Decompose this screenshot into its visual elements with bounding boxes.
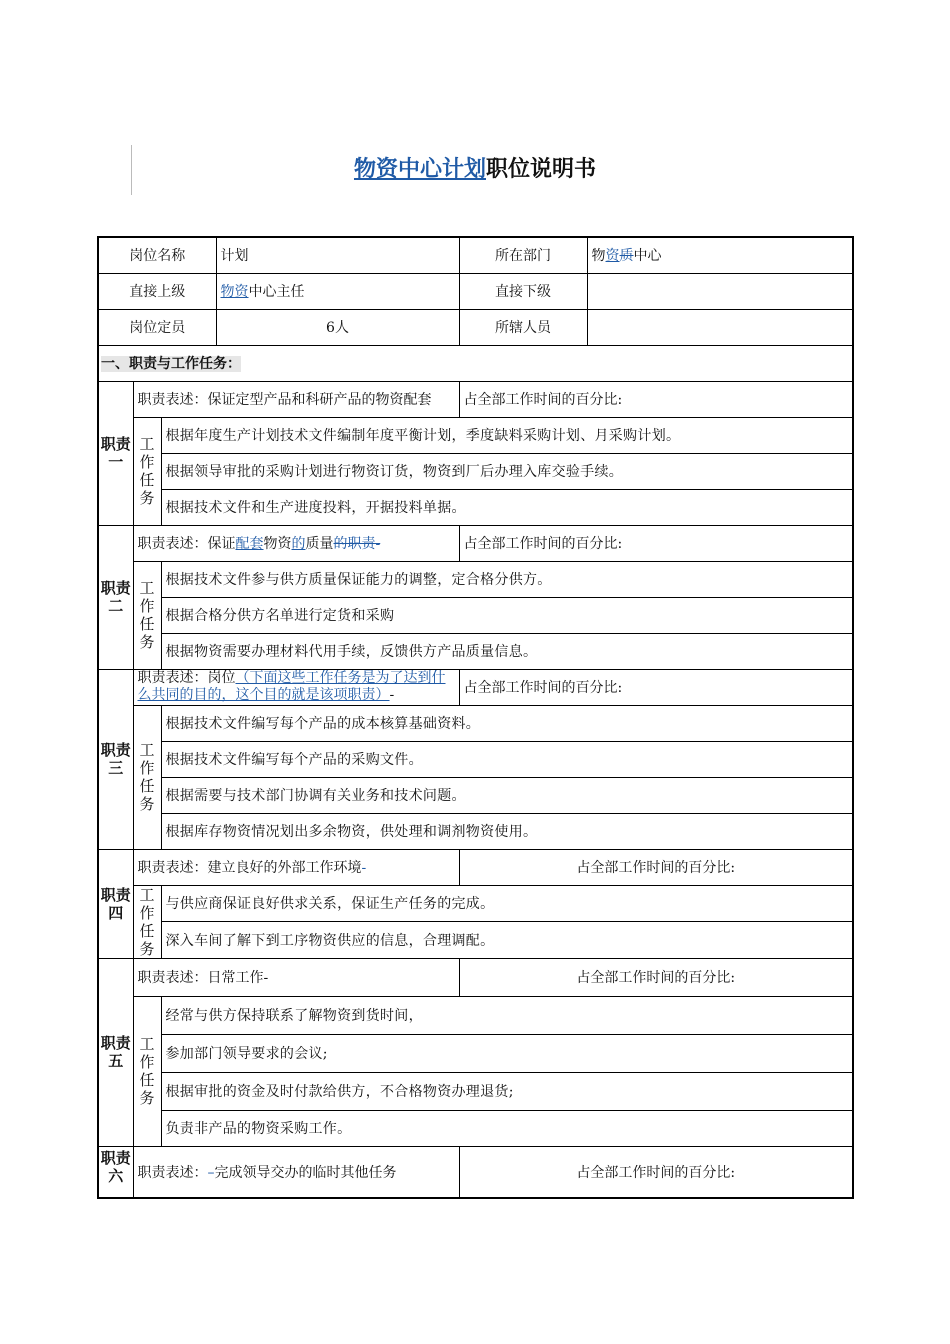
duty-3-task-row bbox=[98, 813, 853, 849]
duty-5-task-row bbox=[98, 1110, 853, 1146]
duty-5-task-1: 经常与供方保持联系了解物资到货时间， bbox=[161, 996, 853, 1034]
duty-2-task-label: 工作任务 bbox=[133, 561, 161, 669]
staff-label: 所辖人员 bbox=[459, 309, 587, 345]
duty-1-statement: 职责表述：保证定型产品和科研产品的物资配套 bbox=[133, 381, 459, 417]
duty-4-task-label: 工作任务 bbox=[133, 885, 161, 958]
duty-2-label: 职责二 bbox=[98, 525, 133, 669]
duty-4-task-row bbox=[98, 922, 853, 959]
duty-1-task-row bbox=[98, 453, 853, 489]
duty-6-label: 职责六 bbox=[98, 1146, 133, 1198]
duty-5-task-4: 负责非产品的物资采购工作。 bbox=[161, 1110, 853, 1146]
duty-6-statement: 职责表述：–完成领导交办的临时其他任务 bbox=[133, 1146, 459, 1198]
header-row-superior bbox=[98, 273, 853, 309]
title-blue-part: 物资中心计划 bbox=[353, 157, 486, 182]
duty-5-task-3: 根据审批的资金及时付款给供方，不合格物资办理退货; bbox=[161, 1072, 853, 1110]
duty-3-label: 职责三 bbox=[98, 669, 133, 849]
duty-5-statement: 职责表述：日常工作- bbox=[133, 958, 459, 996]
duty-2-task-1: 根据技术文件参与供方质量保证能力的调整，定合格分供方。 bbox=[161, 561, 853, 597]
duty-2-statement-row bbox=[98, 525, 853, 561]
duty-5-task-row bbox=[98, 1072, 853, 1110]
duty-2-task-row bbox=[98, 633, 853, 669]
staff-value bbox=[587, 309, 853, 345]
duty-3-task-row bbox=[98, 777, 853, 813]
subordinate-value bbox=[587, 273, 853, 309]
section-title: 一、职责与工作任务： bbox=[98, 345, 853, 381]
position-name-value: 计划 bbox=[216, 237, 459, 273]
title-black-part: 职位说明书 bbox=[486, 157, 597, 182]
duty-2-task-row bbox=[98, 561, 853, 597]
duty-3-task-1: 根据技术文件编写每个产品的成本核算基础资料。 bbox=[161, 705, 853, 741]
duty-1-label: 职责一 bbox=[98, 381, 133, 525]
duty-4-statement-row bbox=[98, 849, 853, 885]
duty-6-percent-label: 占全部工作时间的百分比: bbox=[459, 1146, 853, 1198]
duty-1-percent-label: 占全部工作时间的百分比: bbox=[459, 381, 853, 417]
section-row bbox=[98, 345, 853, 381]
duty-3-task-row bbox=[98, 705, 853, 741]
duty-3-task-2: 根据技术文件编写每个产品的采购文件。 bbox=[161, 741, 853, 777]
headcount-value: 6人 bbox=[216, 309, 459, 345]
duty-5-percent-label: 占全部工作时间的百分比: bbox=[459, 958, 853, 996]
duty-1-task-row bbox=[98, 417, 853, 453]
duty-1-task-1: 根据年度生产计划技术文件编制年度平衡计划，季度缺料采购计划、月采购计划。 bbox=[161, 417, 853, 453]
job-description-table bbox=[97, 236, 854, 1199]
subordinate-label: 直接下级 bbox=[459, 273, 587, 309]
duty-4-percent-label: 占全部工作时间的百分比: bbox=[459, 849, 853, 885]
duty-2-statement: 职责表述：保证配套物资的质量的职责- bbox=[133, 525, 459, 561]
duty-3-task-3: 根据需要与技术部门协调有关业务和技术问题。 bbox=[161, 777, 853, 813]
duty-3-task-4: 根据库存物资情况划出多余物资，供处理和调剂物资使用。 bbox=[161, 813, 853, 849]
duty-3-task-row bbox=[98, 741, 853, 777]
headcount-label: 岗位定员 bbox=[98, 309, 216, 345]
duty-4-statement: 职责表述：建立良好的外部工作环境- bbox=[133, 849, 459, 885]
duty-6-statement-row bbox=[98, 1146, 853, 1198]
position-name-label: 岗位名称 bbox=[98, 237, 216, 273]
duty-1-statement-row bbox=[98, 381, 853, 417]
duty-3-percent-label: 占全部工作时间的百分比: bbox=[459, 669, 853, 705]
duty-1-task-label: 工作任务 bbox=[133, 417, 161, 525]
superior-value: 物资中心主任 bbox=[216, 273, 459, 309]
duty-4-task-row bbox=[98, 885, 853, 922]
duty-5-task-row bbox=[98, 1034, 853, 1072]
duty-3-statement-row bbox=[98, 669, 853, 705]
department-value: 物资质中心 bbox=[587, 237, 853, 273]
duty-5-task-2: 参加部门领导要求的会议; bbox=[161, 1034, 853, 1072]
duty-2-task-3: 根据物资需要办理材料代用手续，反馈供方产品质量信息。 bbox=[161, 633, 853, 669]
duty-1-task-3: 根据技术文件和生产进度投料，开据投料单据。 bbox=[161, 489, 853, 525]
duty-5-task-label: 工作任务 bbox=[133, 996, 161, 1146]
duty-5-task-row bbox=[98, 996, 853, 1034]
header-row-headcount bbox=[98, 309, 853, 345]
duty-4-label: 职责四 bbox=[98, 849, 133, 958]
superior-label: 直接上级 bbox=[98, 273, 216, 309]
duty-2-task-row bbox=[98, 597, 853, 633]
duty-3-task-label: 工作任务 bbox=[133, 705, 161, 849]
duty-3-statement: 职责表述：岗位（下面这些工作任务是为了达到什么共同的目的，这个目的就是该项职责）- bbox=[133, 669, 459, 705]
page-title bbox=[0, 152, 950, 183]
duty-2-task-2: 根据合格分供方名单进行定货和采购 bbox=[161, 597, 853, 633]
duty-4-task-1: 与供应商保证良好供求关系，保证生产任务的完成。 bbox=[161, 885, 853, 922]
duty-2-percent-label: 占全部工作时间的百分比: bbox=[459, 525, 853, 561]
duty-5-statement-row bbox=[98, 958, 853, 996]
department-label: 所在部门 bbox=[459, 237, 587, 273]
header-row-position bbox=[98, 237, 853, 273]
duty-1-task-2: 根据领导审批的采购计划进行物资订货，物资到厂后办理入库交验手续。 bbox=[161, 453, 853, 489]
duty-1-task-row bbox=[98, 489, 853, 525]
duty-4-task-2: 深入车间了解下到工序物资供应的信息，合理调配。 bbox=[161, 922, 853, 959]
duty-5-label: 职责五 bbox=[98, 958, 133, 1146]
